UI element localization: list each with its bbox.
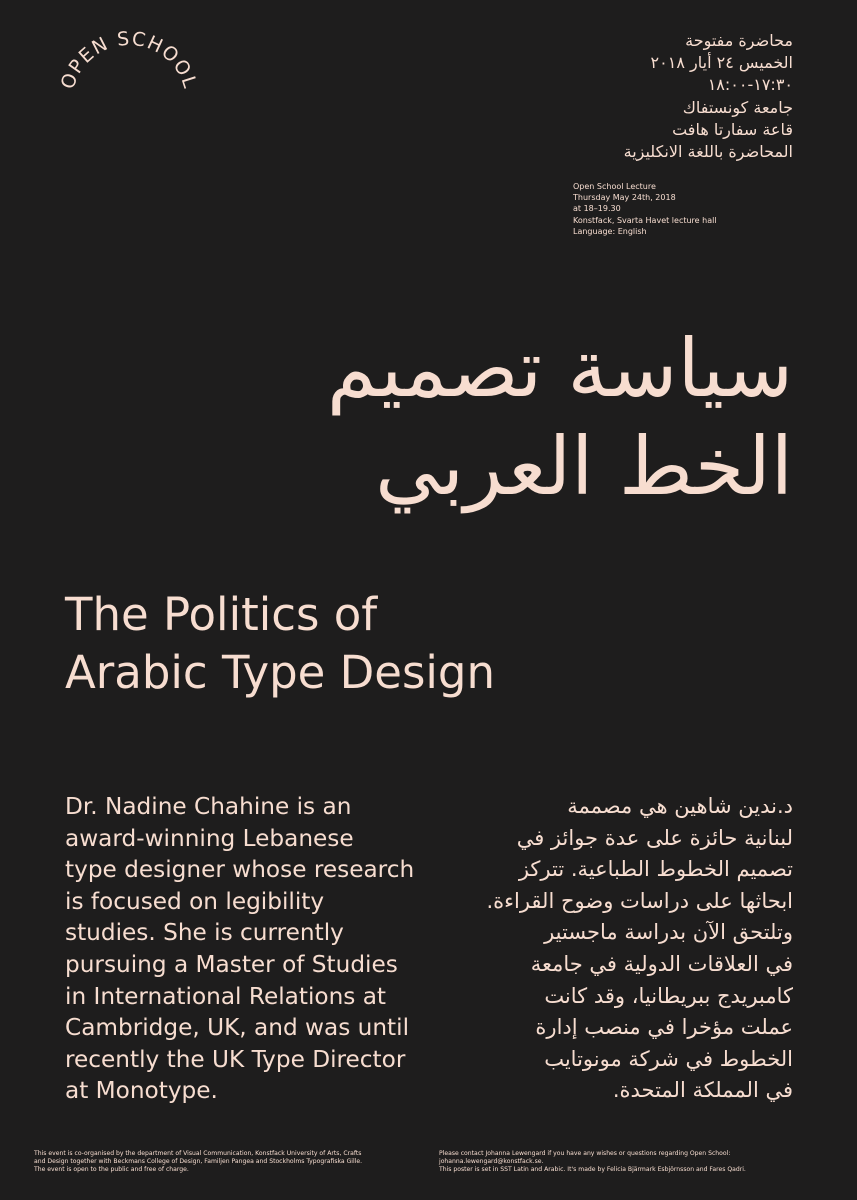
english-title-line: The Politics of — [65, 588, 378, 641]
english-info-line: Konstfack, Svarta Havet lecture hall — [573, 215, 717, 225]
arabic-bio-line: الخطوط في شركة مونوتايب — [544, 1046, 793, 1071]
footer-contact — [439, 1150, 839, 1174]
arabic-info-line: ١٧:٣٠-١٨:٠٠ — [707, 75, 793, 95]
english-bio-line: pursuing a Master of Studies — [65, 950, 398, 978]
arabic-title — [53, 320, 793, 516]
english-title-line: Arabic Type Design — [65, 646, 496, 699]
english-bio-line: studies. She is currently — [65, 919, 344, 947]
arabic-bio-line: د.ندين شاهين هي مصممة — [567, 794, 793, 818]
arabic-event-info — [433, 30, 793, 163]
english-bio-line: Cambridge, UK, and was until — [65, 1014, 410, 1042]
arabic-title-line: الخط العربي — [375, 420, 793, 513]
footer-line: and Design together with Beckmans College of Design, Familjen Pangea and Stockholms Typografiska Gille. — [34, 1158, 363, 1166]
arabic-info-line: محاضرة مفتوحة — [685, 31, 793, 50]
arabic-bio-line: لبنانية حائزة على عدة جوائز في — [516, 825, 793, 850]
footer-line: This event is co-organised by the department of Visual Communication, Konstfack University of Arts, Crafts — [34, 1150, 362, 1157]
open-school-logo — [54, 20, 204, 120]
arabic-bio-line: وتلتحق الآن بدراسة ماجستير — [544, 920, 793, 945]
english-bio-line: recently the UK Type Director — [65, 1045, 406, 1073]
english-title — [65, 586, 495, 702]
footer-line: Please contact Johanna Lewengard if you have any wishes or questions regarding Open School: — [439, 1150, 731, 1157]
arabic-bio-line: في العلاقات الدولية في جامعة — [530, 951, 793, 976]
footer-email: johanna.lewengard@konstfack.se. — [439, 1158, 544, 1166]
arabic-bio-line: تصميم الخطوط الطباعية. تتركز — [518, 857, 793, 882]
open-school-logo-svg — [54, 20, 204, 120]
arabic-bio-line: ابحاثها على دراسات وضوح القراءة. — [486, 888, 793, 913]
english-bio-line: at Monotype. — [65, 1077, 218, 1105]
arabic-info-line: قاعة سفارتا هافت — [672, 119, 793, 139]
arabic-bio-line: في المملكة المتحدة. — [612, 1078, 793, 1103]
logo-arc-text: OPEN SCHOOL — [56, 27, 202, 92]
english-event-info — [573, 181, 833, 237]
footer-line: This poster is set in SST Latin and Arabic. It's made by Felicia Bjärmark Esbjörnsson and Fares Qadri. — [439, 1166, 746, 1174]
arabic-info-line: المحاضرة باللغة الانكليزية — [623, 142, 793, 162]
english-bio-line: award-winning Lebanese — [65, 824, 354, 852]
footer-organisers — [34, 1150, 414, 1174]
footer-line: The event is open to the public and free of charge. — [34, 1166, 189, 1174]
english-bio-line: is focused on legibility — [65, 887, 325, 915]
arabic-bio-line: عملت مؤخرا في منصب إدارة — [535, 1015, 793, 1040]
english-info-line: Open School Lecture — [573, 182, 656, 191]
english-biography — [65, 791, 445, 1107]
english-info-line: at 18–19.30 — [573, 204, 621, 214]
english-bio-line: in International Relations at — [65, 982, 387, 1010]
english-bio-line: Dr. Nadine Chahine is an — [65, 793, 352, 820]
arabic-title-line: سياسة تصميم — [326, 322, 793, 415]
arabic-bio-line: كامبريدج ببريطانيا، وقد كانت — [544, 983, 793, 1008]
arabic-info-line: جامعة كونستفاك — [682, 97, 793, 117]
arabic-biography — [433, 791, 793, 1107]
english-bio-line: type designer whose research — [65, 856, 415, 884]
english-info-line: Language: English — [573, 226, 647, 236]
english-info-line: Thursday May 24th, 2018 — [573, 193, 676, 203]
arabic-info-line: الخميس ٢٤ أيار ٢٠١٨ — [650, 53, 793, 73]
